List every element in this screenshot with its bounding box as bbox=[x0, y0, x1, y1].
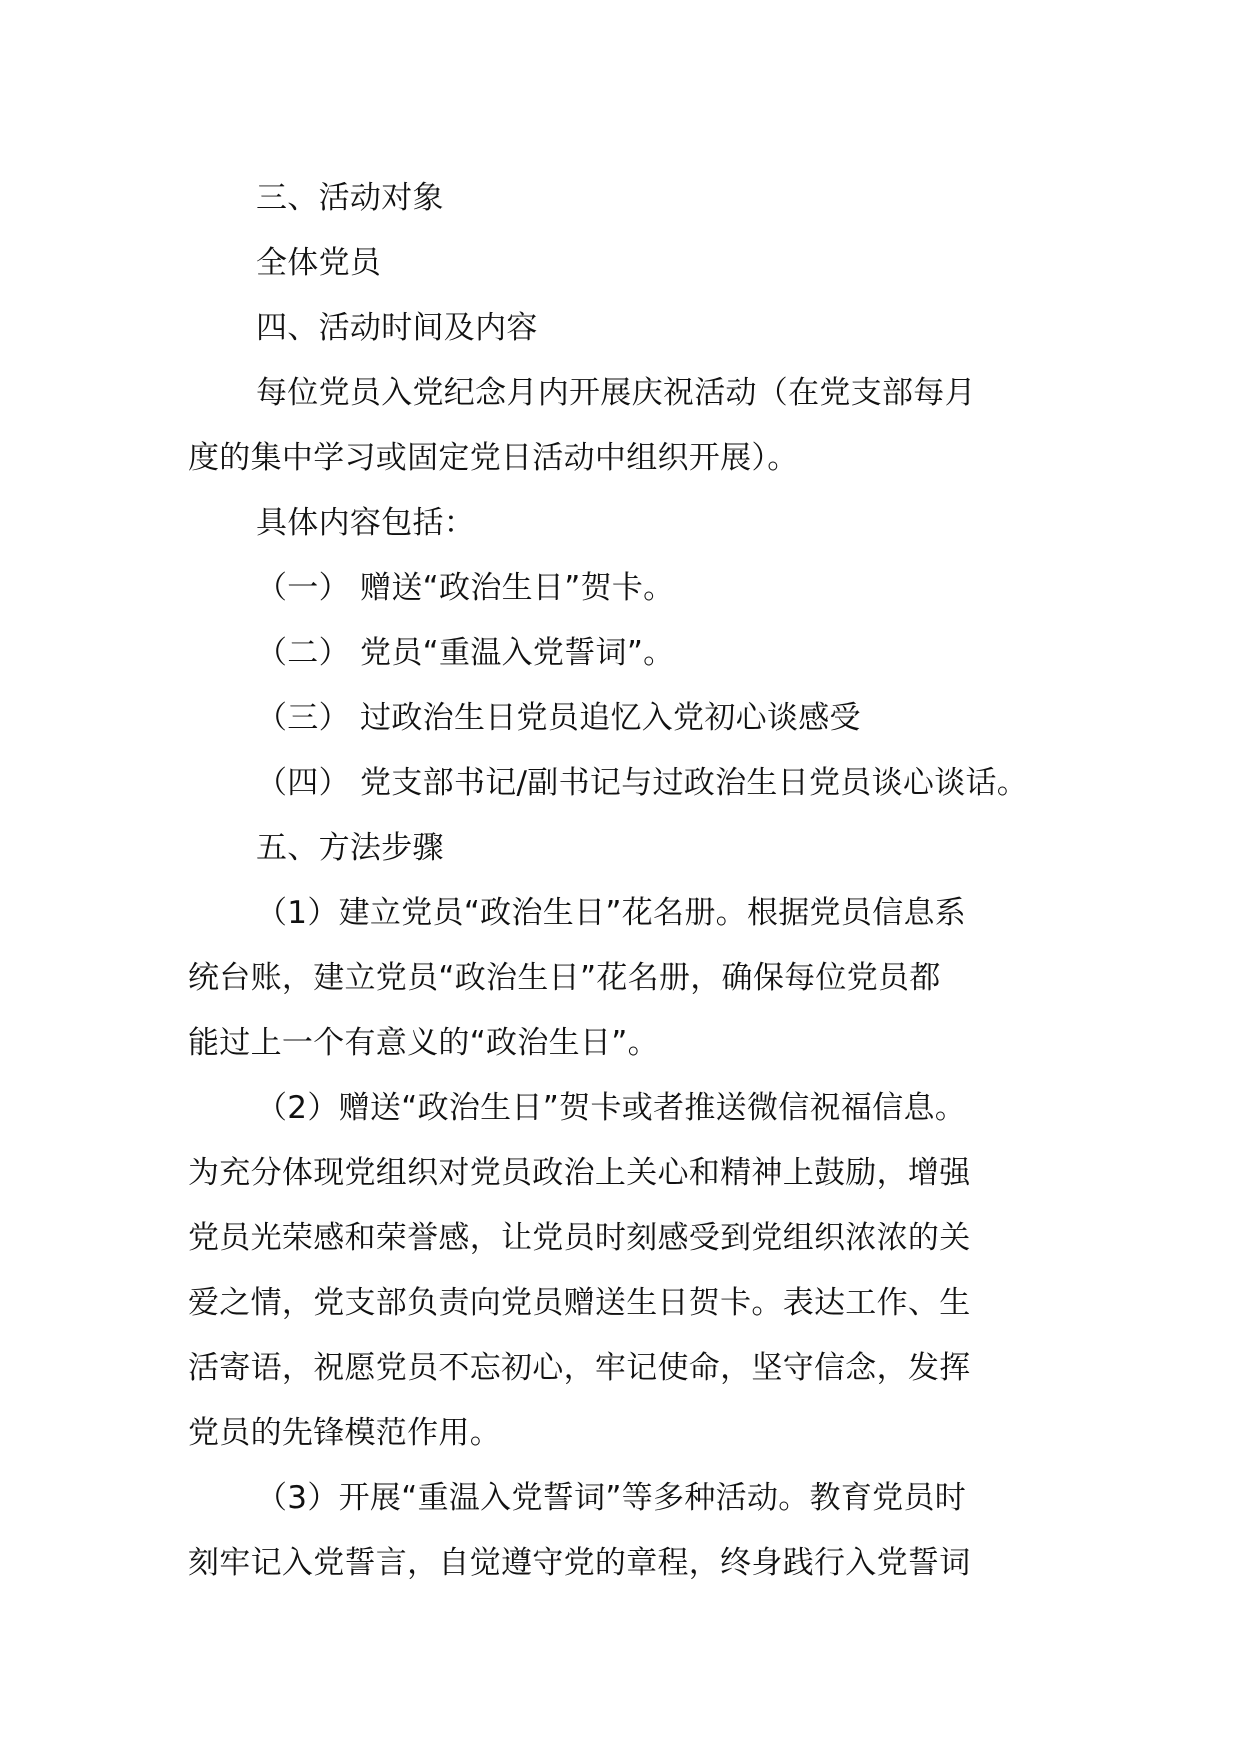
list-item: （一） 赠送“政治生日”贺卡。 bbox=[256, 570, 675, 606]
paragraph-line: （1）建立党员“政治生日”花名册。根据党员信息系 bbox=[256, 895, 967, 931]
section-heading-participants: 三、活动对象 bbox=[256, 180, 444, 216]
paragraph-line: 度的集中学习或固定党日活动中组织开展）。 bbox=[188, 440, 799, 476]
list-item: （四） 党支部书记/副书记与过政治生日党员谈心谈话。 bbox=[256, 765, 1029, 801]
paragraph-line: 统台账，建立党员“政治生日”花名册，确保每位党员都 bbox=[188, 960, 941, 996]
list-item: （二） 党员“重温入党誓词”。 bbox=[256, 635, 675, 671]
paragraph-line: （3）开展“重温入党誓词”等多种活动。教育党员时 bbox=[256, 1480, 967, 1516]
paragraph-line: 每位党员入党纪念月内开展庆祝活动（在党支部每月 bbox=[256, 375, 976, 411]
paragraph-line: 全体党员 bbox=[256, 245, 382, 281]
paragraph-line: 党员光荣感和荣誉感，让党员时刻感受到党组织浓浓的关 bbox=[188, 1220, 971, 1256]
paragraph-line: 党员的先锋模范作用。 bbox=[188, 1415, 501, 1451]
paragraph-line: 爱之情，党支部负责向党员赠送生日贺卡。表达工作、生 bbox=[188, 1285, 971, 1321]
list-item: （三） 过政治生日党员追忆入党初心谈感受 bbox=[256, 700, 861, 736]
document-body bbox=[188, 166, 1058, 1596]
paragraph-line: 为充分体现党组织对党员政治上关心和精神上鼓励，增强 bbox=[188, 1155, 971, 1191]
paragraph-line: 刻牢记入党誓言，自觉遵守党的章程，终身践行入党誓词 bbox=[188, 1545, 971, 1581]
paragraph-line: 活寄语，祝愿党员不忘初心，牢记使命，坚守信念，发挥 bbox=[188, 1350, 971, 1386]
section-heading-time-content: 四、活动时间及内容 bbox=[256, 310, 538, 346]
paragraph-line: 具体内容包括： bbox=[256, 505, 476, 541]
paragraph-line: （2）赠送“政治生日”贺卡或者推送微信祝福信息。 bbox=[256, 1090, 967, 1126]
paragraph-line: 能过上一个有意义的“政治生日”。 bbox=[188, 1025, 659, 1061]
section-heading-steps: 五、方法步骤 bbox=[256, 830, 444, 866]
